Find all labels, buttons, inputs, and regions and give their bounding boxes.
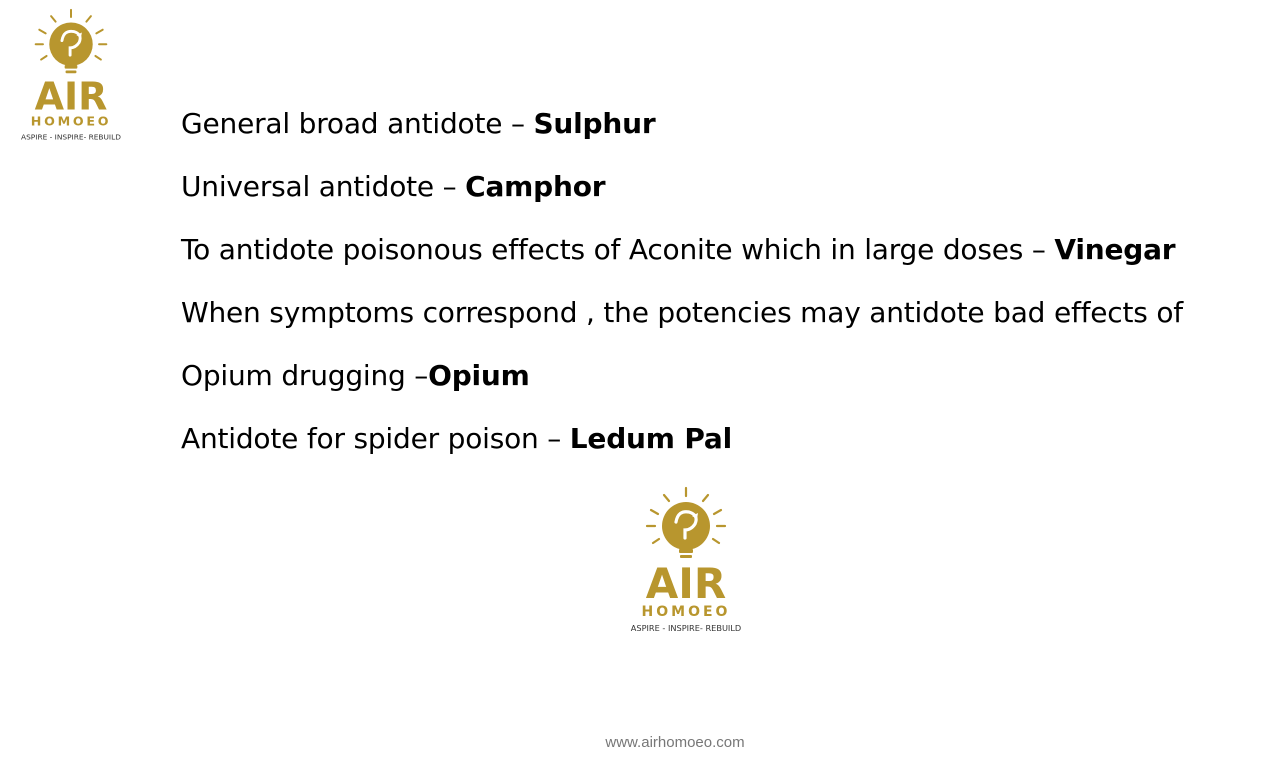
slide-line-1: General broad antidote – Sulphur: [181, 107, 656, 140]
footer-website-link[interactable]: www.airhomoeo.com: [605, 734, 745, 751]
slide-content: [181, 92, 1261, 470]
footer: [0, 734, 1270, 751]
slide-line-2: Universal antidote – Camphor: [181, 170, 606, 203]
slide-line-6: Antidote for spider poison – Ledum Pal: [181, 422, 732, 455]
slide-line-3: To antidote poisonous effects of Aconite which in large doses – Vinegar: [181, 233, 1176, 266]
lightbulb-logo-icon: [14, 8, 128, 142]
brand-tagline: ASPIRE - INSPIRE- REBUILD: [630, 623, 742, 633]
brand-name-air: AIR: [34, 74, 108, 119]
brand-name-homoeo: HOMOEO: [641, 604, 731, 620]
brand-tagline: ASPIRE - INSPIRE- REBUILD: [21, 132, 121, 142]
slide-line-4: When symptoms correspond , the potencies may antidote bad effects of: [181, 296, 1183, 329]
brand-name-homoeo: HOMOEO: [30, 113, 112, 129]
lightbulb-logo-icon: [624, 486, 748, 634]
slide-line-5: Opium drugging –Opium: [181, 359, 530, 392]
brand-logo-center: [624, 486, 748, 634]
brand-name-air: AIR: [645, 559, 727, 608]
brand-logo-top: [14, 8, 128, 142]
